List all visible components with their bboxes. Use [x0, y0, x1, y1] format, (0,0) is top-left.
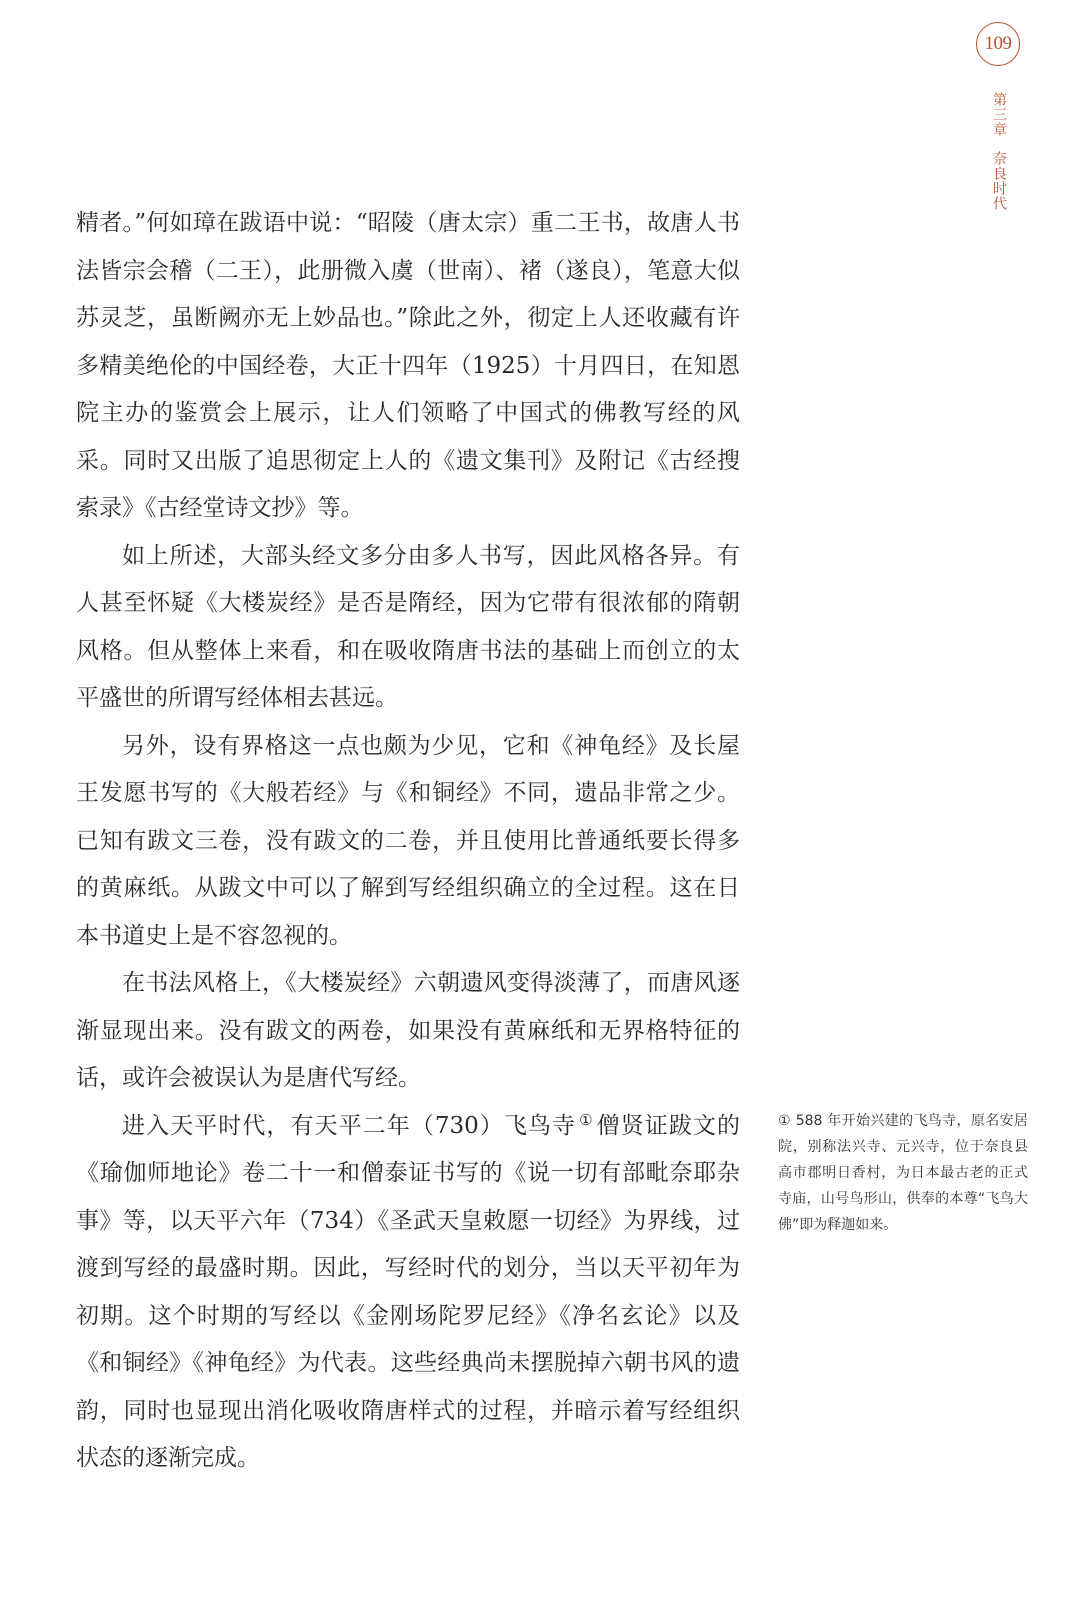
paragraph: 在书法风格上，《大楼炭经》六朝遗风变得淡薄了，而唐风逐渐显现出来。没有跋文的两卷，如果没有黄麻纸和无界格特征的话，或许会被误认为是唐代写经。 [76, 970, 740, 1091]
paragraph: 如上所述，大部头经文多分由多人书写，因此风格各异。有人甚至怀疑《大楼炭经》是否是隋经，因为它带有很浓郁的隋朝风格。但从整体上来看，和在吸收隋唐书法的基础上而创立的太平盛世的所谓写经体相去甚远。 [76, 542, 740, 711]
footnote-marker: ① [579, 1110, 594, 1129]
main-text [76, 200, 740, 1483]
paragraph: 另外，设有界格这一点也颇为少见，它和《神龟经》及长屋王发愿书写的《大般若经》与《和铜经》不同，遗品非常之少。已知有跋文三卷，没有跋文的二卷，并且使用比普通纸要长得多的黄麻纸。从跋文中可以了解到写经组织确立的全过程。这在日本书道史上是不容忽视的。 [76, 732, 740, 949]
chapter-title: 奈良时代 [991, 151, 1007, 211]
paragraph-text-end: 僧贤证跋文的《瑜伽师地论》卷二十一和僧泰证书写的《说一切有部毗奈耶杂事》等，以天平六年（734）《圣武天皇敕愿一切经》为界线，过渡到写经的最盛时期。因此，写经时代的划分，当以天平初年为初期。这个时期的写经以《金刚场陀罗尼经》《净名玄论》以及《和铜经》《神龟经》为代表。这些经典尚未摆脱掉六朝书风的遗韵，同时也显现出消化吸收隋唐样式的过程，并暗示着写经组织状态的逐渐完成。 [76, 1112, 740, 1471]
page-number: 109 [976, 22, 1020, 66]
footnote: ① 588 年开始兴建的飞鸟寺，原名安居院，别称法兴寺、元兴寺，位于奈良县高市郡明日香村，为日本最古老的正式寺庙，山号鸟形山，供奉的本尊“飞鸟大佛”即为释迦如来。 [778, 1113, 1028, 1233]
paragraph-text-start: 进入天平时代，有天平二年（730）飞鸟寺 [122, 1112, 577, 1139]
paragraph: 精者。”何如璋在跋语中说：“昭陵（唐太宗）重二王书，故唐人书法皆宗会稽（二王），此册微入虞（世南）、褚（遂良），笔意大似苏灵芝，虽断阙亦无上妙品也。”除此之外，彻定上人还收藏有许多精美绝伦的中国经卷，大正十四年（1925）十月四日，在知恩院主办的鉴赏会上展示，让人们领略了中国式的佛教写经的风采。同时又出版了追思彻定上人的《遗文集刊》及附记《古经搜索录》《古经堂诗文抄》等。 [76, 210, 740, 521]
chapter-label [986, 92, 1010, 211]
paragraph [76, 1103, 740, 1483]
chapter-number: 第三章 [991, 92, 1007, 137]
